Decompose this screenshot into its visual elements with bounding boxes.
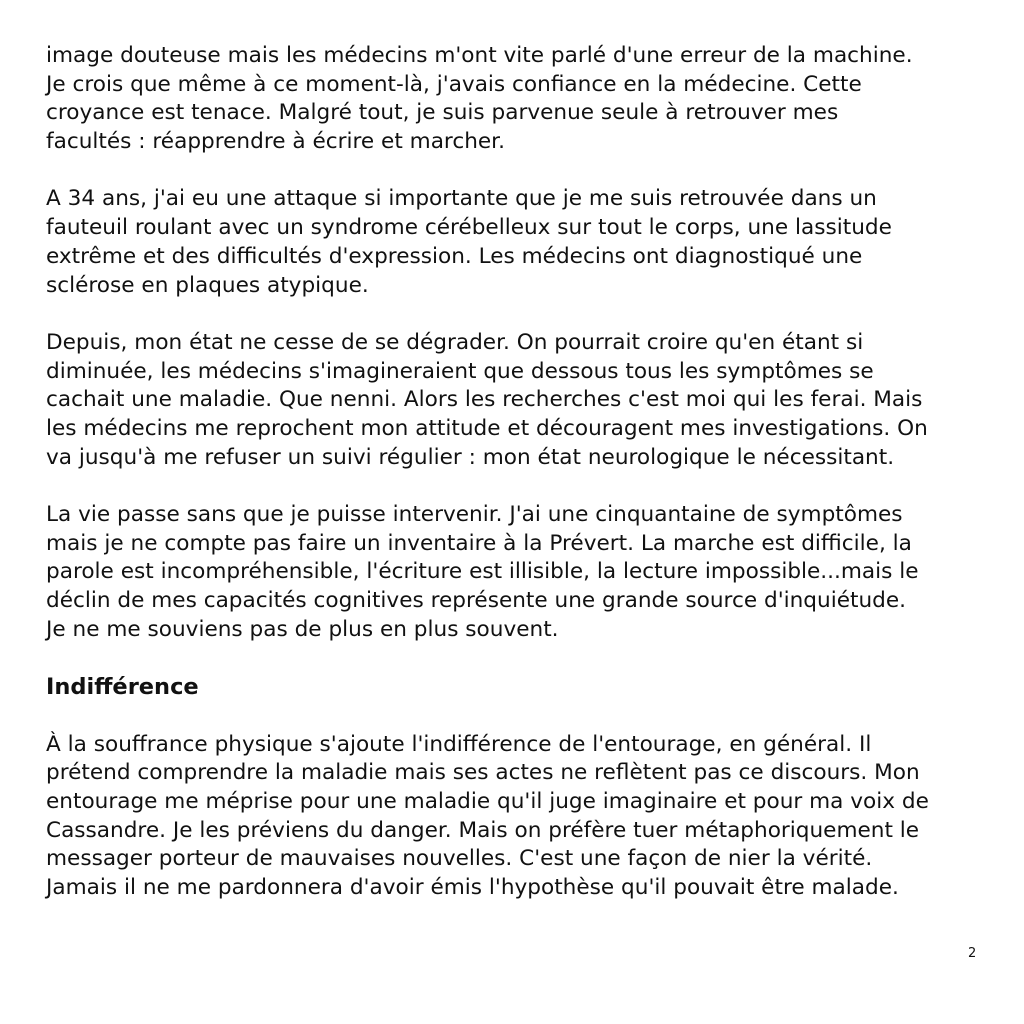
text-line: Cassandre. Je les préviens du danger. Mais on préfère tuer métaphoriquement le [46,817,920,843]
text-line: diminuée, les médecins s'imagineraient que dessous tous les symptômes se [46,358,874,384]
paragraph [46,501,996,644]
text-line: déclin de mes capacités cognitives représente une grande source d'inquiétude. [46,588,906,614]
document-page [46,42,996,931]
paragraph [46,42,996,157]
text-line: Jamais il ne me pardonnera d'avoir émis l'hypothèse qu'il pouvait être malade. [46,874,899,900]
text-line: image douteuse mais les médecins m'ont vite parlé d'une erreur de la machine. [46,43,913,68]
page-number: 2 [968,946,977,961]
text-line: fauteuil roulant avec un syndrome cérébelleux sur tout le corps, une lassitude [46,215,892,241]
text-line: mais je ne compte pas faire un inventaire à la Prévert. La marche est difficile, la [46,530,912,556]
text-line: les médecins me reprochent mon attitude et découragent mes investigations. On [46,415,928,441]
text-line: À la souffrance physique s'ajoute l'indifférence de l'entourage, en général. Il [46,731,872,757]
text-line: extrême et des difficultés d'expression. Les médecins ont diagnostiqué une [46,243,863,269]
section-heading: Indifférence [46,674,199,701]
text-line: va jusqu'à me refuser un suivi régulier : mon état neurologique le nécessitant. [46,444,895,470]
text-line: parole est incompréhensible, l'écriture est illisible, la lecture impossible...mais le [46,559,919,585]
text-line: Je ne me souviens pas de plus en plus souvent. [46,616,559,642]
text-line: croyance est tenace. Malgré tout, je suis parvenue seule à retrouver mes [46,100,839,126]
text-line: facultés : réapprendre à écrire et marcher. [46,129,505,155]
text-line: cachait une maladie. Que nenni. Alors les recherches c'est moi qui les ferai. Mais [46,387,923,413]
text-line: messager porteur de mauvaises nouvelles. C'est une façon de nier la vérité. [46,846,873,872]
text-line: entourage me méprise pour une maladie qu'il juge imaginaire et pour ma voix de [46,788,929,814]
text-line: Je crois que même à ce moment-là, j'avais confiance en la médecine. Cette [46,71,862,97]
text-line: prétend comprendre la maladie mais ses actes ne reflètent pas ce discours. Mon [46,760,920,786]
text-line: sclérose en plaques atypique. [46,272,369,298]
paragraph [46,731,996,903]
paragraph [46,185,996,300]
paragraph [46,329,996,472]
text-line: A 34 ans, j'ai eu une attaque si importante que je me suis retrouvée dans un [46,186,877,212]
text-line: Depuis, mon état ne cesse de se dégrader. On pourrait croire qu'en étant si [46,329,864,355]
text-line: La vie passe sans que je puisse intervenir. J'ai une cinquantaine de symptômes [46,502,903,527]
